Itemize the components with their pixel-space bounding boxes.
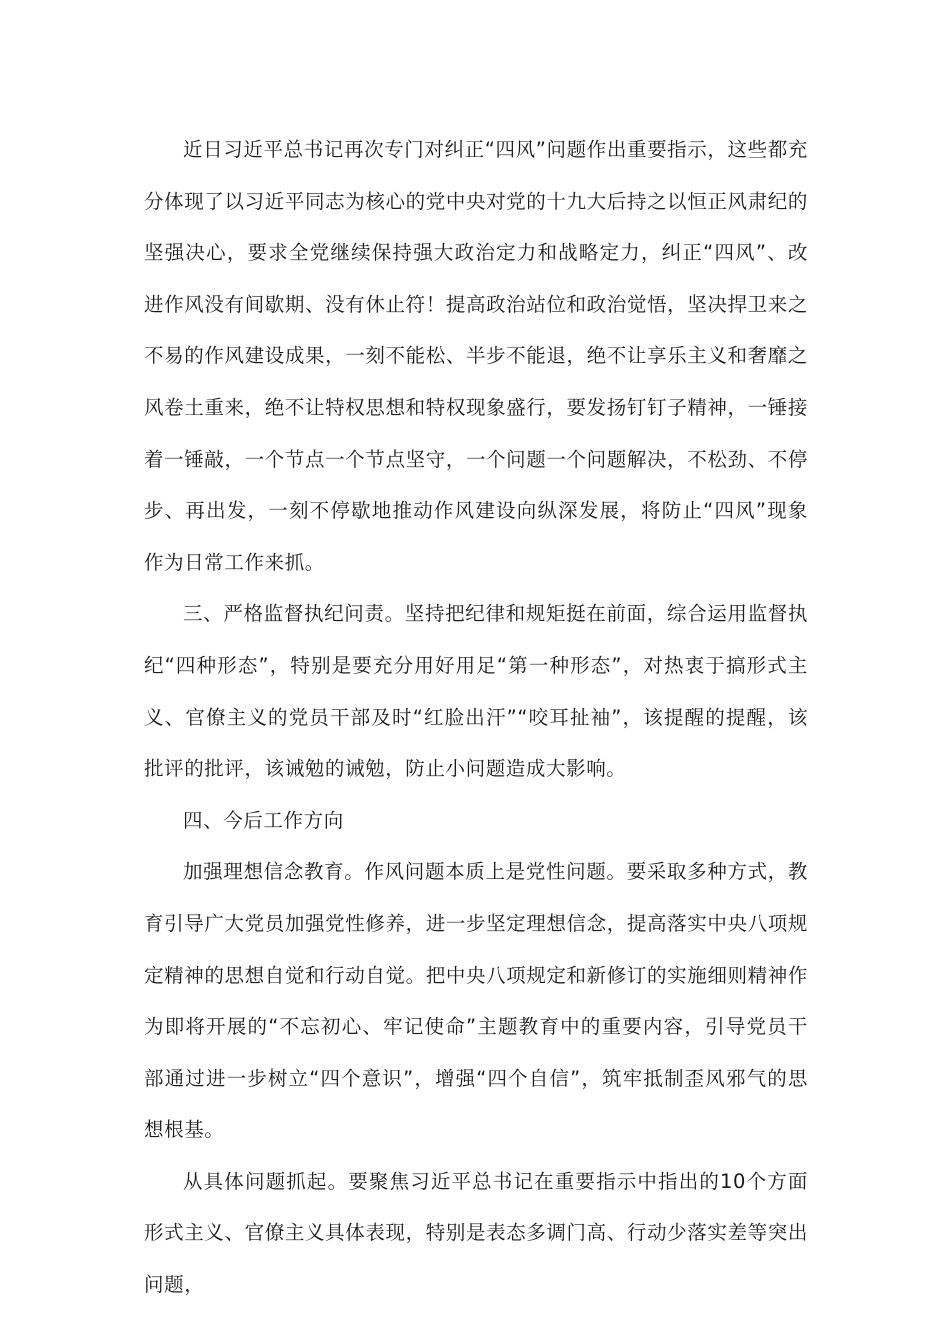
paragraph: 加强理想信念教育。作风问题本质上是党性问题。要采取多种方式，教育引导广大党员加强党性修养，进一步坚定理想信念，提高落实中央八项规定精神的思想自觉和行动自觉。把中央八项规定和新修订的实施细则精神作为即将开展的“不忘初心、牢记使命”主题教育中的重要内容，引导党员干部通过进一步树立“四个意识”，增强“四个自信”，筑牢抵制歪风邪气的思想根基。 xyxy=(144,860,808,1142)
paragraph: 三、严格监督执纪问责。坚持把纪律和规矩挺在前面，综合运用监督执纪“四种形态”，特别是要充分用好用足“第一种形态”，对热衷于搞形式主义、官僚主义的党员干部及时“红脸出汗”“咬耳扯袖”，该提醒的提醒，该批评的批评，该诫勉的诫勉，防止小问题造成大影响。 xyxy=(144,602,808,781)
document-body xyxy=(144,124,808,1311)
paragraph: 近日习近平总书记再次专门对纠正“四风”问题作出重要指示，这些都充分体现了以习近平同志为核心的党中央对党的十九大后持之以恒正风肃纪的坚强决心，要求全党继续保持强大政治定力和战略定力，纠正“四风”、改进作风没有间歇期、没有休止符！提高政治站位和政治觉悟，坚决捍卫来之不易的作风建设成果，一刻不能松、半步不能退，绝不让享乐主义和奢靡之风卷土重来，绝不让特权思想和特权现象盛行，要发扬钉钉子精神，一锤接着一锤敲，一个节点一个节点坚守，一个问题一个问题解决，不松劲、不停步、再出发，一刻不停歇地推动作风建设向纵深发展，将防止“四风”现象作为日常工作来抓。 xyxy=(144,138,808,574)
section-heading: 四、今后工作方向 xyxy=(183,808,344,832)
paragraph: 从具体问题抓起。要聚焦习近平总书记在重要指示中指出的10个方面形式主义、官僚主义具体表现，特别是表态多调门高、行动少落实差等突出问题， xyxy=(144,1169,808,1297)
